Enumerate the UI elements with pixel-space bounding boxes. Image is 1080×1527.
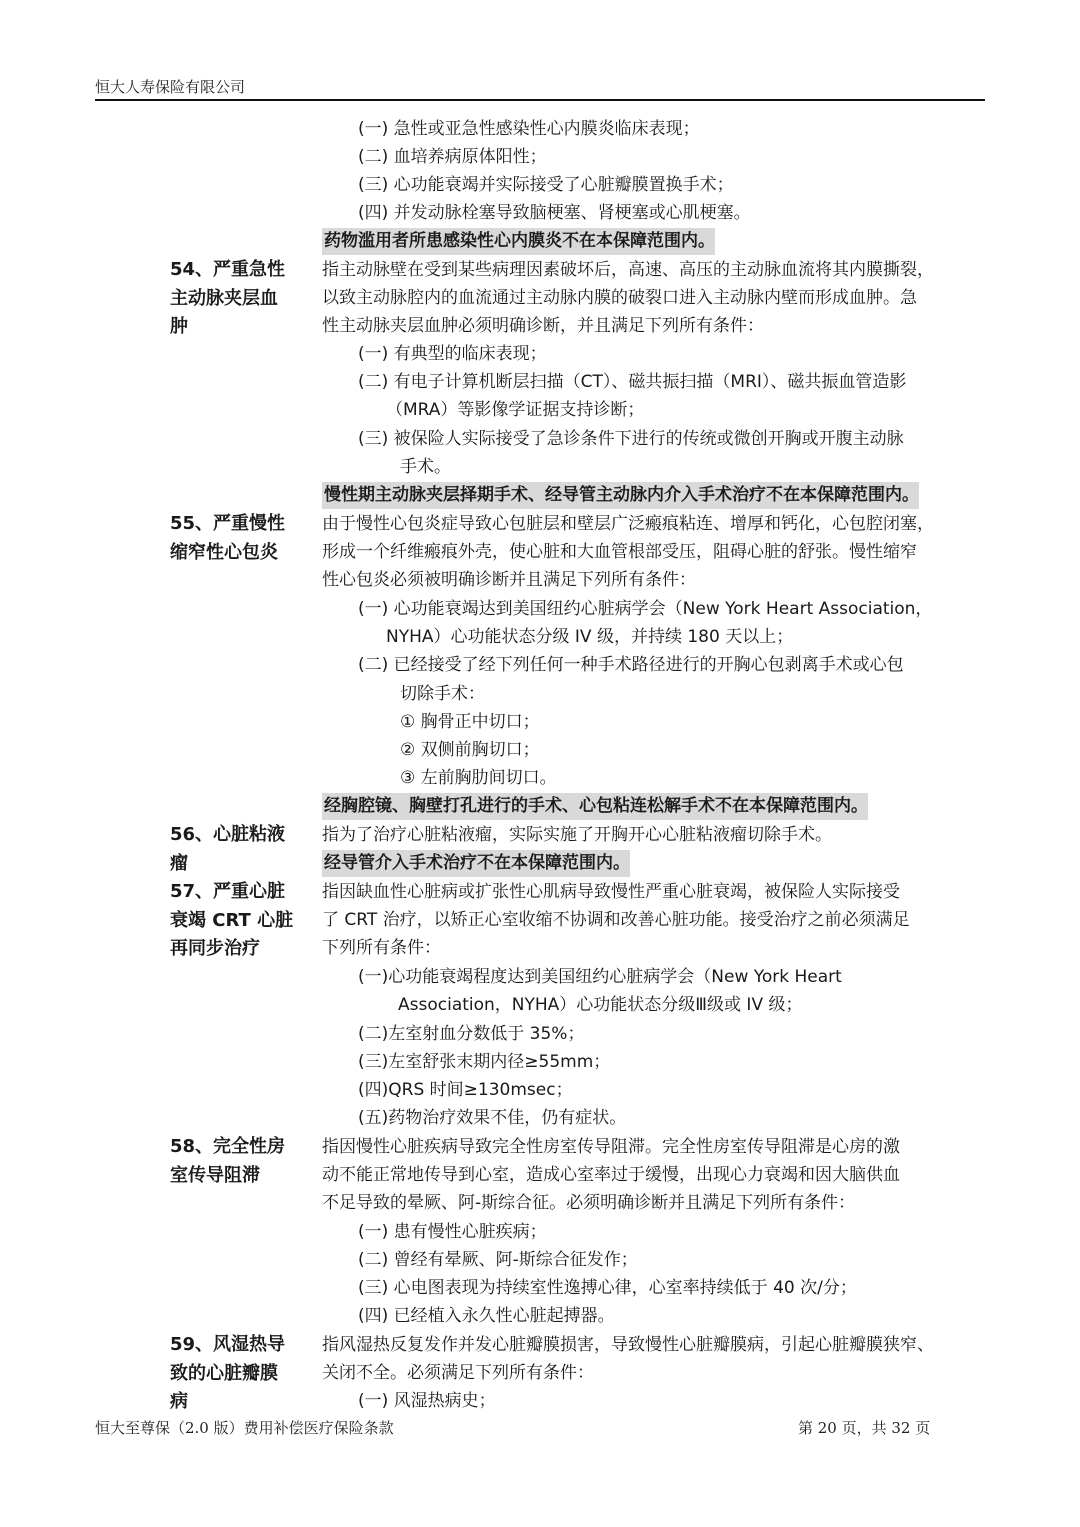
definition-line: 指风湿热反复发作并发心脏瓣膜损害，导致慢性心脏瓣膜病，引起心脏瓣膜狭窄、 — [322, 1335, 934, 1355]
clause-line: (二)左室射血分数低于 35%； — [358, 1024, 585, 1044]
definition-line: 动不能正常地传导到心室，造成心室率过于缓慢，出现心力衰竭和因大脑供血 — [322, 1165, 900, 1185]
clause-line: Association，NYHA）心功能状态分级Ⅲ级或 IV 级； — [398, 995, 803, 1015]
section-title-56 — [170, 821, 310, 878]
section-title-line: 再同步治疗 — [170, 938, 260, 959]
clause-line: (四)QRS 时间≥130msec； — [358, 1080, 573, 1100]
clause-line: (二) 已经接受了经下列任何一种手术路径进行的开胸心包剥离手术或心包 — [358, 655, 904, 675]
clause-line: (一) 有典型的临床表现； — [358, 344, 547, 364]
definition-line: 指因慢性心脏疾病导致完全性房室传导阻滞。完全性房室传导阻滞是心房的激 — [322, 1137, 900, 1157]
clause-line: (四) 已经植入永久性心脏起搏器。 — [358, 1306, 615, 1326]
sub-item: ② 双侧前胸切口； — [400, 740, 540, 760]
section-title-line: 59、风湿热导 — [170, 1334, 286, 1355]
sub-item: ① 胸骨正中切口； — [400, 712, 540, 732]
section-title-line: 衰竭 CRT 心脏 — [170, 909, 294, 931]
section-title-line: 57、严重心脏 — [170, 881, 286, 902]
clause-line: （MRA）等影像学证据支持诊断； — [386, 400, 645, 420]
section-title-57 — [170, 878, 310, 964]
footer-page-number: 第 20 页，共 32 页 — [798, 1419, 931, 1437]
definition-line: 以致主动脉腔内的血流通过主动脉内膜的破裂口进入主动脉内壁而形成血肿。急 — [322, 288, 917, 308]
exclusion-note: 经导管介入手术治疗不在本保障范围内。 — [322, 850, 630, 877]
clause-line: (一) 风湿热病史； — [358, 1391, 496, 1411]
clause-line: (三) 心功能衰竭并实际接受了心脏瓣膜置换手术； — [358, 175, 734, 195]
definition-line: 性心包炎必须被明确诊断并且满足下列所有条件： — [322, 570, 696, 590]
definition-line: 指主动脉壁在受到某些病理因素破坏后，高速、高压的主动脉血流将其内膜撕裂， — [322, 260, 934, 280]
section-title-line: 缩窄性心包炎 — [170, 541, 278, 563]
clause-line: (五)药物治疗效果不佳，仍有症状。 — [358, 1108, 627, 1128]
section-title-line: 致的心脏瓣膜 — [170, 1362, 278, 1384]
section-title-line: 55、严重慢性 — [170, 513, 286, 534]
clause-line: 切除手术： — [400, 684, 485, 704]
section-title-54 — [170, 256, 310, 342]
clause-line: (二) 血培养病原体阳性； — [358, 147, 547, 167]
definition-line: 了 CRT 治疗，以矫正心室收缩不协调和改善心脏功能。接受治疗之前必须满足 — [322, 910, 910, 930]
clause-line: (三)左室舒张末期内径≥55mm； — [358, 1052, 611, 1072]
definition-line: 形成一个纤维瘢痕外壳，使心脏和大血管根部受压，阻碍心脏的舒张。慢性缩窄 — [322, 542, 917, 562]
sub-item: ③ 左前胸肋间切口。 — [400, 768, 557, 788]
section-title-line: 瘤 — [170, 852, 188, 874]
clause-line: (一) 患有慢性心脏疾病； — [358, 1222, 547, 1242]
definition-line: 指为了治疗心脏粘液瘤，实际实施了开胸开心心脏粘液瘤切除手术。 — [322, 825, 832, 845]
section-title-55 — [170, 510, 310, 567]
section-title-line: 54、严重急性 — [170, 259, 286, 280]
clause-line: (二) 有电子计算机断层扫描（CT）、磁共振扫描（MRI）、磁共振血管造影 — [358, 372, 907, 392]
section-title-line: 肿 — [170, 316, 188, 337]
page-header-company: 恒大人寿保险有限公司 — [95, 78, 246, 96]
section-title-line: 病 — [170, 1391, 188, 1412]
exclusion-note: 慢性期主动脉夹层择期手术、经导管主动脉内介入手术治疗不在本保障范围内。 — [322, 482, 919, 509]
clause-line: (一) 急性或亚急性感染性心内膜炎临床表现； — [358, 119, 700, 139]
clause-line: (三) 被保险人实际接受了急诊条件下进行的传统或微创开胸或开腹主动脉 — [358, 429, 904, 449]
clause-line: NYHA）心功能状态分级 IV 级，并持续 180 天以上； — [386, 627, 794, 647]
exclusion-note: 经胸腔镜、胸壁打孔进行的手术、心包粘连松解手术不在本保障范围内。 — [322, 793, 868, 820]
section-title-line: 主动脉夹层血 — [170, 287, 278, 309]
clause-line: 手术。 — [400, 457, 451, 477]
exclusion-note: 药物滥用者所患感染性心内膜炎不在本保障范围内。 — [322, 228, 715, 255]
header-divider — [95, 99, 985, 101]
clause-line: (一)心功能衰竭程度达到美国纽约心脏病学会（New York Heart — [358, 967, 842, 987]
footer-doc-title: 恒大至尊保（2.0 版）费用补偿医疗保险条款 — [95, 1419, 394, 1437]
clause-line: (一) 心功能衰竭达到美国纽约心脏病学会（New York Heart Association， — [358, 599, 933, 619]
section-title-line: 58、完全性房 — [170, 1136, 286, 1157]
definition-line: 指因缺血性心脏病或扩张性心肌病导致慢性严重心脏衰竭，被保险人实际接受 — [322, 882, 900, 902]
definition-line: 性主动脉夹层血肿必须明确诊断，并且满足下列所有条件： — [322, 316, 764, 336]
definition-line: 关闭不全。必须满足下列所有条件： — [322, 1363, 594, 1383]
section-title-line: 56、心脏粘液 — [170, 824, 286, 845]
section-title-59 — [170, 1331, 310, 1417]
definition-line: 不足导致的晕厥、阿-斯综合征。必须明确诊断并且满足下列所有条件： — [322, 1193, 856, 1213]
section-title-58 — [170, 1133, 310, 1190]
clause-line: (二) 曾经有晕厥、阿-斯综合征发作； — [358, 1250, 638, 1270]
clause-line: (四) 并发动脉栓塞导致脑梗塞、肾梗塞或心肌梗塞。 — [358, 203, 751, 223]
definition-line: 由于慢性心包炎症导致心包脏层和壁层广泛瘢痕粘连、增厚和钙化，心包腔闭塞， — [322, 514, 934, 534]
clause-line: (三) 心电图表现为持续室性逸搏心律，心室率持续低于 40 次/分； — [358, 1278, 857, 1298]
section-title-line: 室传导阻滞 — [170, 1164, 260, 1186]
definition-line: 下列所有条件： — [322, 938, 441, 958]
